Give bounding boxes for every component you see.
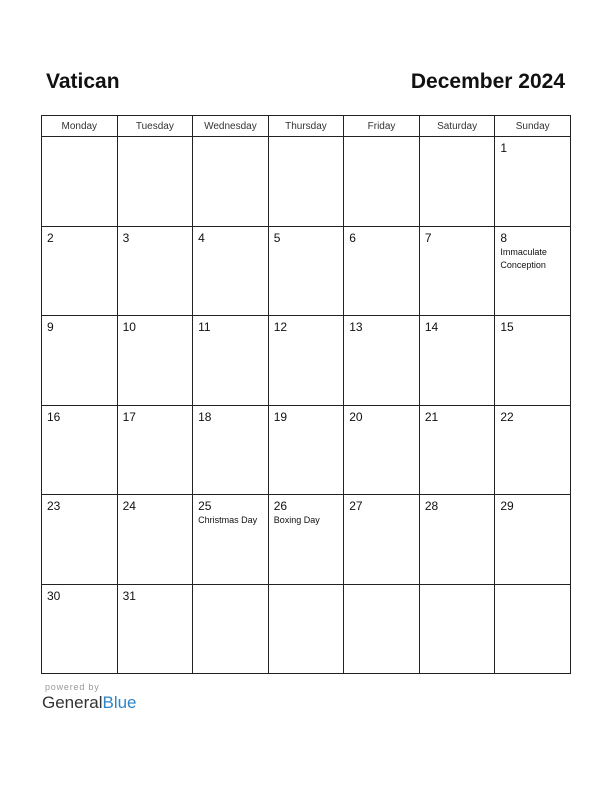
weekday-friday: Friday <box>344 116 420 137</box>
day-number: 18 <box>198 409 212 424</box>
weekday-sunday: Sunday <box>495 116 571 137</box>
day-cell <box>268 405 344 495</box>
day-number: 24 <box>122 499 136 513</box>
day-number: 20 <box>349 409 363 424</box>
week-row <box>42 316 571 406</box>
day-cell <box>268 226 344 316</box>
day-cell <box>42 405 118 495</box>
day-number: 8 <box>500 230 508 245</box>
day-number: 10 <box>122 320 136 334</box>
day-number: 27 <box>349 499 363 513</box>
day-cell <box>42 584 118 674</box>
day-cell <box>495 405 571 495</box>
day-number: 26 <box>273 499 288 513</box>
day-number: 9 <box>47 320 54 334</box>
day-cell <box>193 405 269 495</box>
day-cell <box>495 584 571 674</box>
day-cell <box>268 584 344 674</box>
weekday-tuesday: Tuesday <box>117 116 193 137</box>
powered-by-label: powered by <box>45 682 100 692</box>
day-number: 3 <box>122 230 130 245</box>
day-cell <box>344 405 420 495</box>
day-number: 15 <box>500 320 514 334</box>
day-cell <box>117 584 193 674</box>
day-number: 19 <box>273 409 288 424</box>
day-number: 5 <box>273 230 281 245</box>
day-cell <box>419 495 495 585</box>
day-cell <box>344 226 420 316</box>
week-row <box>42 584 571 674</box>
day-cell <box>344 584 420 674</box>
day-cell <box>193 495 269 585</box>
day-number: 22 <box>500 409 514 424</box>
day-number: 28 <box>424 499 439 513</box>
day-cell <box>344 495 420 585</box>
day-cell <box>344 316 420 406</box>
weekday-wednesday: Wednesday <box>193 116 269 137</box>
day-number: 7 <box>424 230 432 245</box>
week-row <box>42 226 571 316</box>
day-cell <box>117 495 193 585</box>
day-number: 23 <box>47 499 61 513</box>
day-cell <box>495 226 571 316</box>
day-cell <box>193 137 269 227</box>
day-cell <box>193 316 269 406</box>
holiday-label: Boxing Day <box>273 515 320 525</box>
day-cell <box>268 316 344 406</box>
day-cell <box>419 226 495 316</box>
day-cell <box>42 316 118 406</box>
day-cell <box>117 137 193 227</box>
day-cell <box>419 137 495 227</box>
day-cell <box>42 495 118 585</box>
day-cell <box>495 495 571 585</box>
day-number: 17 <box>122 409 136 424</box>
day-cell <box>117 226 193 316</box>
day-cell <box>419 405 495 495</box>
day-number: 14 <box>424 320 439 334</box>
day-number: 4 <box>198 230 205 245</box>
day-number: 12 <box>273 320 288 334</box>
day-cell <box>42 137 118 227</box>
day-number: 29 <box>500 499 514 513</box>
day-number: 25 <box>198 499 212 513</box>
day-cell <box>117 316 193 406</box>
week-row <box>42 137 571 227</box>
brand-blue-text: Blue <box>102 693 137 712</box>
day-cell <box>495 316 571 406</box>
week-row <box>42 495 571 585</box>
week-row <box>42 405 571 495</box>
day-number: 1 <box>500 141 508 155</box>
day-cell <box>344 137 420 227</box>
weekday-monday: Monday <box>42 116 118 137</box>
day-cell <box>42 226 118 316</box>
day-number: 31 <box>122 588 136 603</box>
day-cell <box>193 584 269 674</box>
day-number: 2 <box>47 230 54 245</box>
calendar-grid <box>41 115 571 674</box>
country-title: Vatican <box>46 70 120 93</box>
day-cell <box>268 495 344 585</box>
brand-general-text: General <box>42 693 103 712</box>
weekday-thursday: Thursday <box>268 116 344 137</box>
holiday-label: Immaculate Conception <box>500 246 547 270</box>
day-cell <box>419 584 495 674</box>
day-cell <box>268 137 344 227</box>
day-number: 11 <box>198 320 211 334</box>
weekday-header-row <box>42 116 571 137</box>
holiday-label: Christmas Day <box>198 515 258 525</box>
day-number: 21 <box>424 409 439 424</box>
day-cell <box>117 405 193 495</box>
day-cell <box>193 226 269 316</box>
weekday-saturday: Saturday <box>419 116 495 137</box>
brand-logo[interactable] <box>42 693 137 713</box>
month-title: December 2024 <box>410 70 565 93</box>
day-cell <box>419 316 495 406</box>
day-number: 30 <box>47 588 61 603</box>
day-cell <box>495 137 571 227</box>
day-number: 13 <box>349 320 363 334</box>
day-number: 16 <box>47 409 61 424</box>
day-number: 6 <box>349 230 356 245</box>
